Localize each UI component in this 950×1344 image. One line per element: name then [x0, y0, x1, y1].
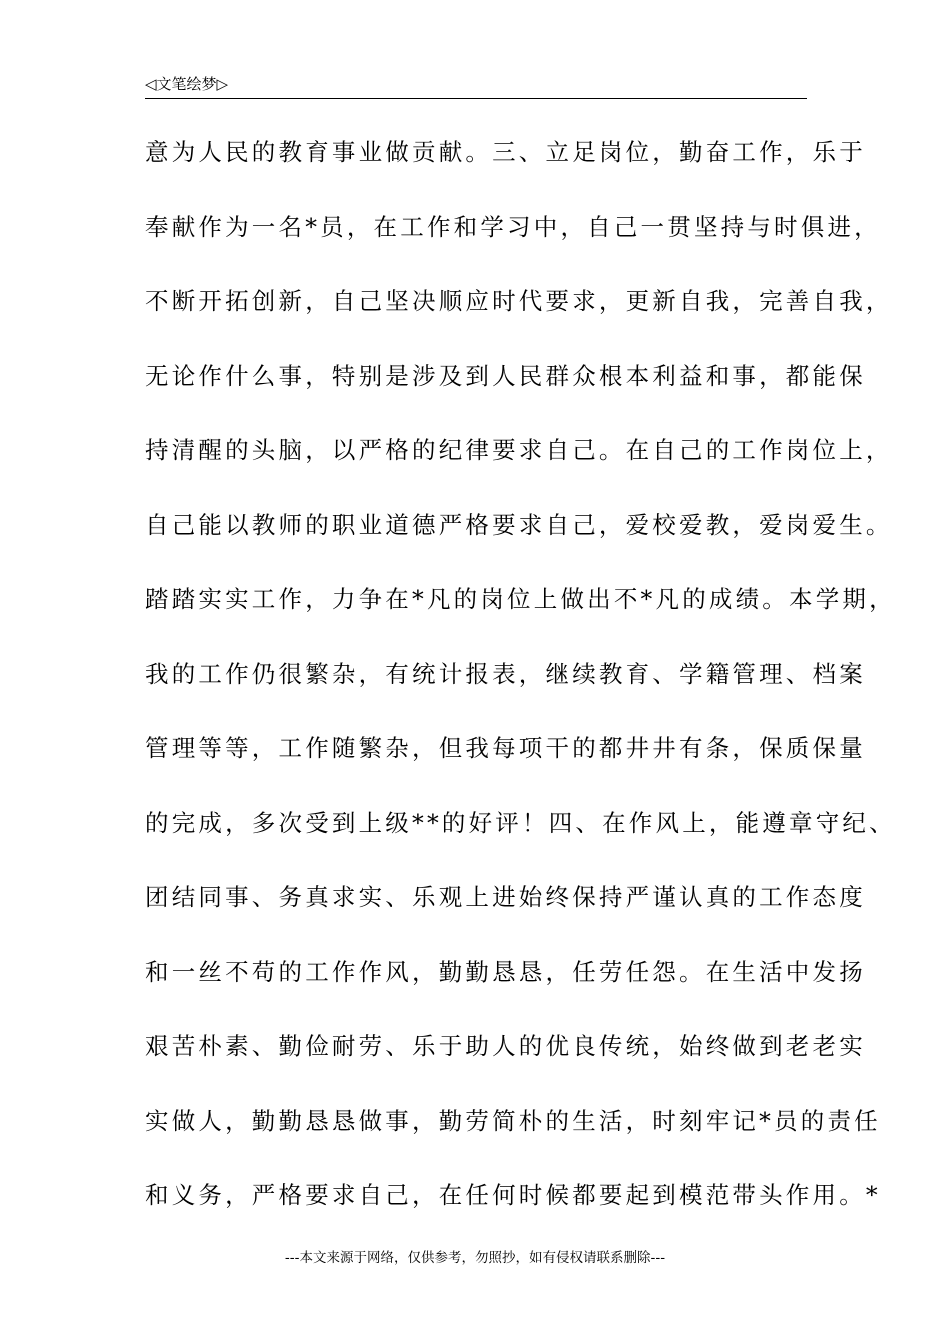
text-line: 和义务，严格要求自己，在任何时候都要起到模范带头作用。* — [145, 1181, 881, 1209]
text-line: 的完成，多次受到上级**的好评！四、在作风上，能遵章守纪、 — [145, 808, 896, 837]
text-line: 不断开拓创新，自己坚决顺应时代要求，更新自我，完善自我， — [145, 287, 893, 315]
text-line: 艰苦朴素、勤俭耐劳、乐于助人的优良传统，始终做到老老实 — [145, 1032, 866, 1060]
document-body — [145, 135, 896, 1253]
document-header: ◁文笔绘梦▷ — [145, 75, 229, 93]
text-line: 我的工作仍很繁杂，有统计报表，继续教育、学籍管理、档案 — [145, 659, 866, 688]
header-divider — [145, 98, 807, 99]
footer-disclaimer: ---本文来源于网络，仅供参考，勿照抄，如有侵权请联系删除--- — [284, 1250, 666, 1266]
text-line: 和一丝不苟的工作作风，勤勤恳恳，任劳任怨。在生活中发扬 — [145, 957, 866, 986]
text-line: 管理等等，工作随繁杂，但我每项干的都井井有条，保质保量 — [145, 734, 866, 762]
text-line: 自己能以教师的职业道德严格要求自己，爱校爱教，爱岗爱生。 — [145, 510, 893, 539]
text-line: 踏踏实实工作，力争在*凡的岗位上做出不*凡的成绩。本学期， — [145, 585, 896, 613]
text-line: 团结同事、务真求实、乐观上进始终保持严谨认真的工作态度 — [145, 883, 866, 911]
text-line: 持清醒的头脑，以严格的纪律要求自己。在自己的工作岗位上， — [145, 436, 893, 464]
text-line: 奉献作为一名*员，在工作和学习中，自己一贯坚持与时俱进， — [145, 212, 881, 241]
text-line: 实做人，勤勤恳恳做事，勤劳简朴的生活，时刻牢记*员的责任 — [145, 1106, 881, 1135]
text-line: 无论作什么事，特别是涉及到人民群众根本利益和事，都能保 — [145, 361, 866, 390]
text-line: 意为人民的教育事业做贡献。三、立足岗位，勤奋工作，乐于 — [145, 138, 866, 166]
